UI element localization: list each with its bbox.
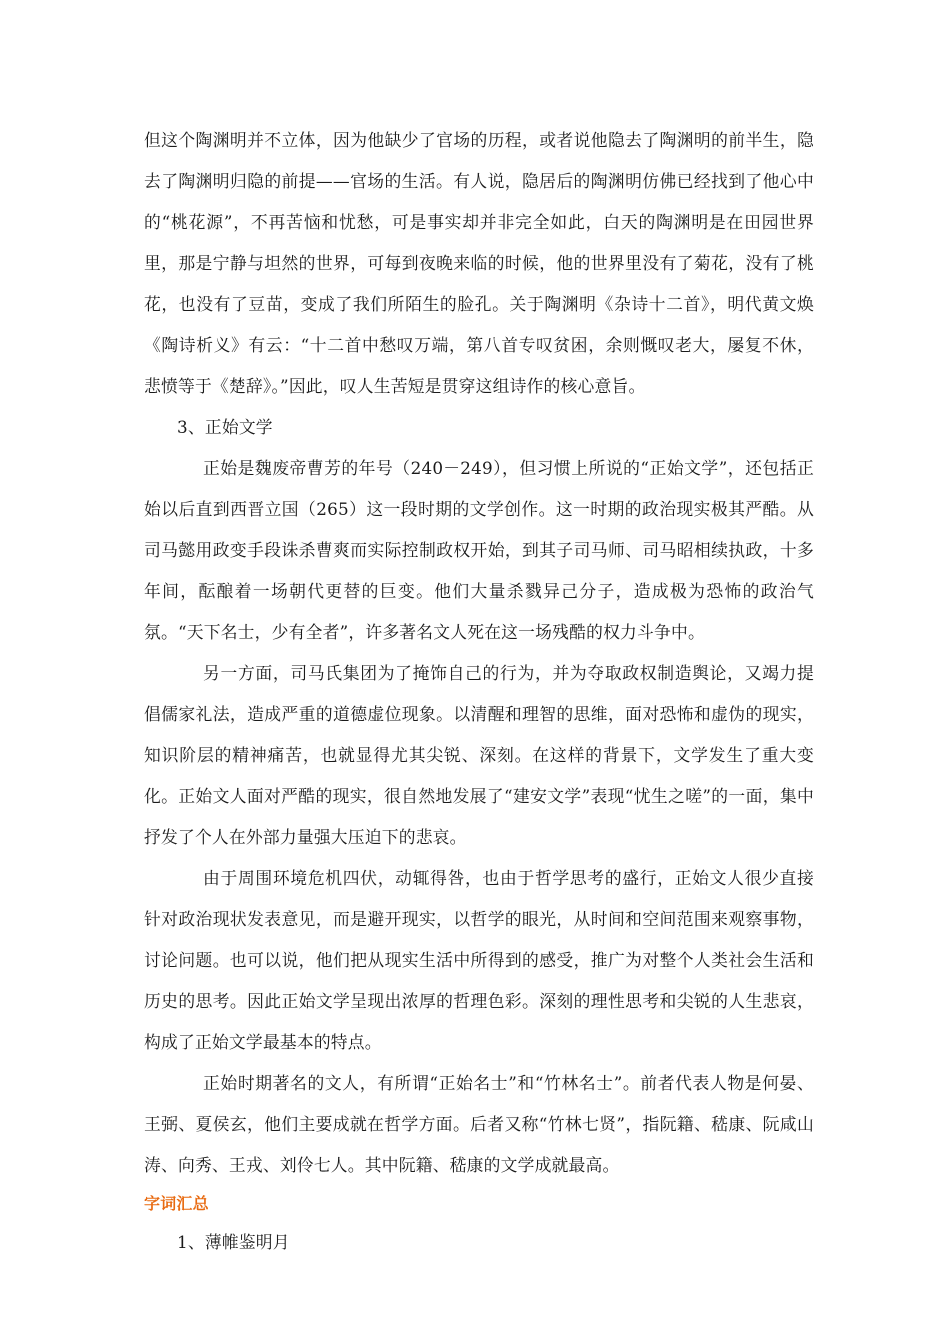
paragraph-sima-clan: 另一方面，司马氏集团为了掩饰自己的行为，并为夺取政权制造舆论，又竭力提倡儒家礼法，造成严重的道德虚位现象。以清醒和理智的思维，面对恐怖和虚伪的现实，知识阶层的精神痛苦，也就显得尤其尖锐、深刻。在这样的背景下，文学发生了重大变化。正始文人面对严酷的现实，很自然地发展了“建安文学”表现“忧生之嗟”的一面，集中抒发了个人在外部力量强大压迫下的悲哀。 xyxy=(144,663,814,847)
vocab-item-1: 1、薄帷鉴明月 xyxy=(177,1232,290,1252)
section-title-vocabulary: 字词汇总 xyxy=(144,1194,209,1213)
paragraph-famous-literati: 正始时期著名的文人，有所谓“正始名士”和“竹林名士”。前者代表人物是何晏、王弼、夏侯玄，他们主要成就在哲学方面。后者又称“竹林七贤”，指阮籍、嵇康、阮咸山涛、向秀、王戎、刘伶七人。其中阮籍、嵇康的文学成就最高。 xyxy=(144,1073,814,1175)
paragraph-tao-yuanming: 但这个陶渊明并不立体，因为他缺少了官场的历程，或者说他隐去了陶渊明的前半生，隐去了陶渊明归隐的前提——官场的生活。有人说，隐居后的陶渊明仿佛已经找到了他心中的“桃花源”，不再苦恼和忧愁，可是事实却并非完全如此，白天的陶渊明是在田园世界里，那是宁静与坦然的世界，可每到夜晚来临的时候，他的世界里没有了菊花，没有了桃花，也没有了豆苗，变成了我们所陌生的脸孔。关于陶渊明《杂诗十二首》，明代黄文焕《陶诗析义》有云：“十二首中愁叹万端，第八首专叹贫困，余则慨叹老大，屡复不休，悲愤等于《楚辞》。”因此，叹人生苦短是贯穿这组诗作的核心意旨。 xyxy=(144,130,814,396)
subheading-zhengshi-literature: 3、正始文学 xyxy=(177,417,273,437)
paragraph-zhengshi-era: 正始是魏废帝曹芳的年号（240－249），但习惯上所说的“正始文学”，还包括正始以后直到西晋立国（265）这一段时期的文学创作。这一时期的政治现实极其严酷。从司马懿用政变手段诛杀曹爽而实际控制政权开始，到其子司马师、司马昭相续执政，十多年间，酝酿着一场朝代更替的巨变。他们大量杀戮异己分子，造成极为恐怖的政治气氛。“天下名士，少有全者”，许多著名文人死在这一场残酷的权力斗争中。 xyxy=(144,458,814,642)
document-page xyxy=(144,120,814,1263)
paragraph-philosophical-color: 由于周围环境危机四伏，动辄得咎，也由于哲学思考的盛行，正始文人很少直接针对政治现状发表意见，而是避开现实，以哲学的眼光，从时间和空间范围来观察事物，讨论问题。也可以说，他们把从现实生活中所得到的感受，推广为对整个人类社会生活和历史的思考。因此正始文学呈现出浓厚的哲理色彩。深刻的理性思考和尖锐的人生悲哀，构成了正始文学最基本的特点。 xyxy=(144,868,814,1052)
